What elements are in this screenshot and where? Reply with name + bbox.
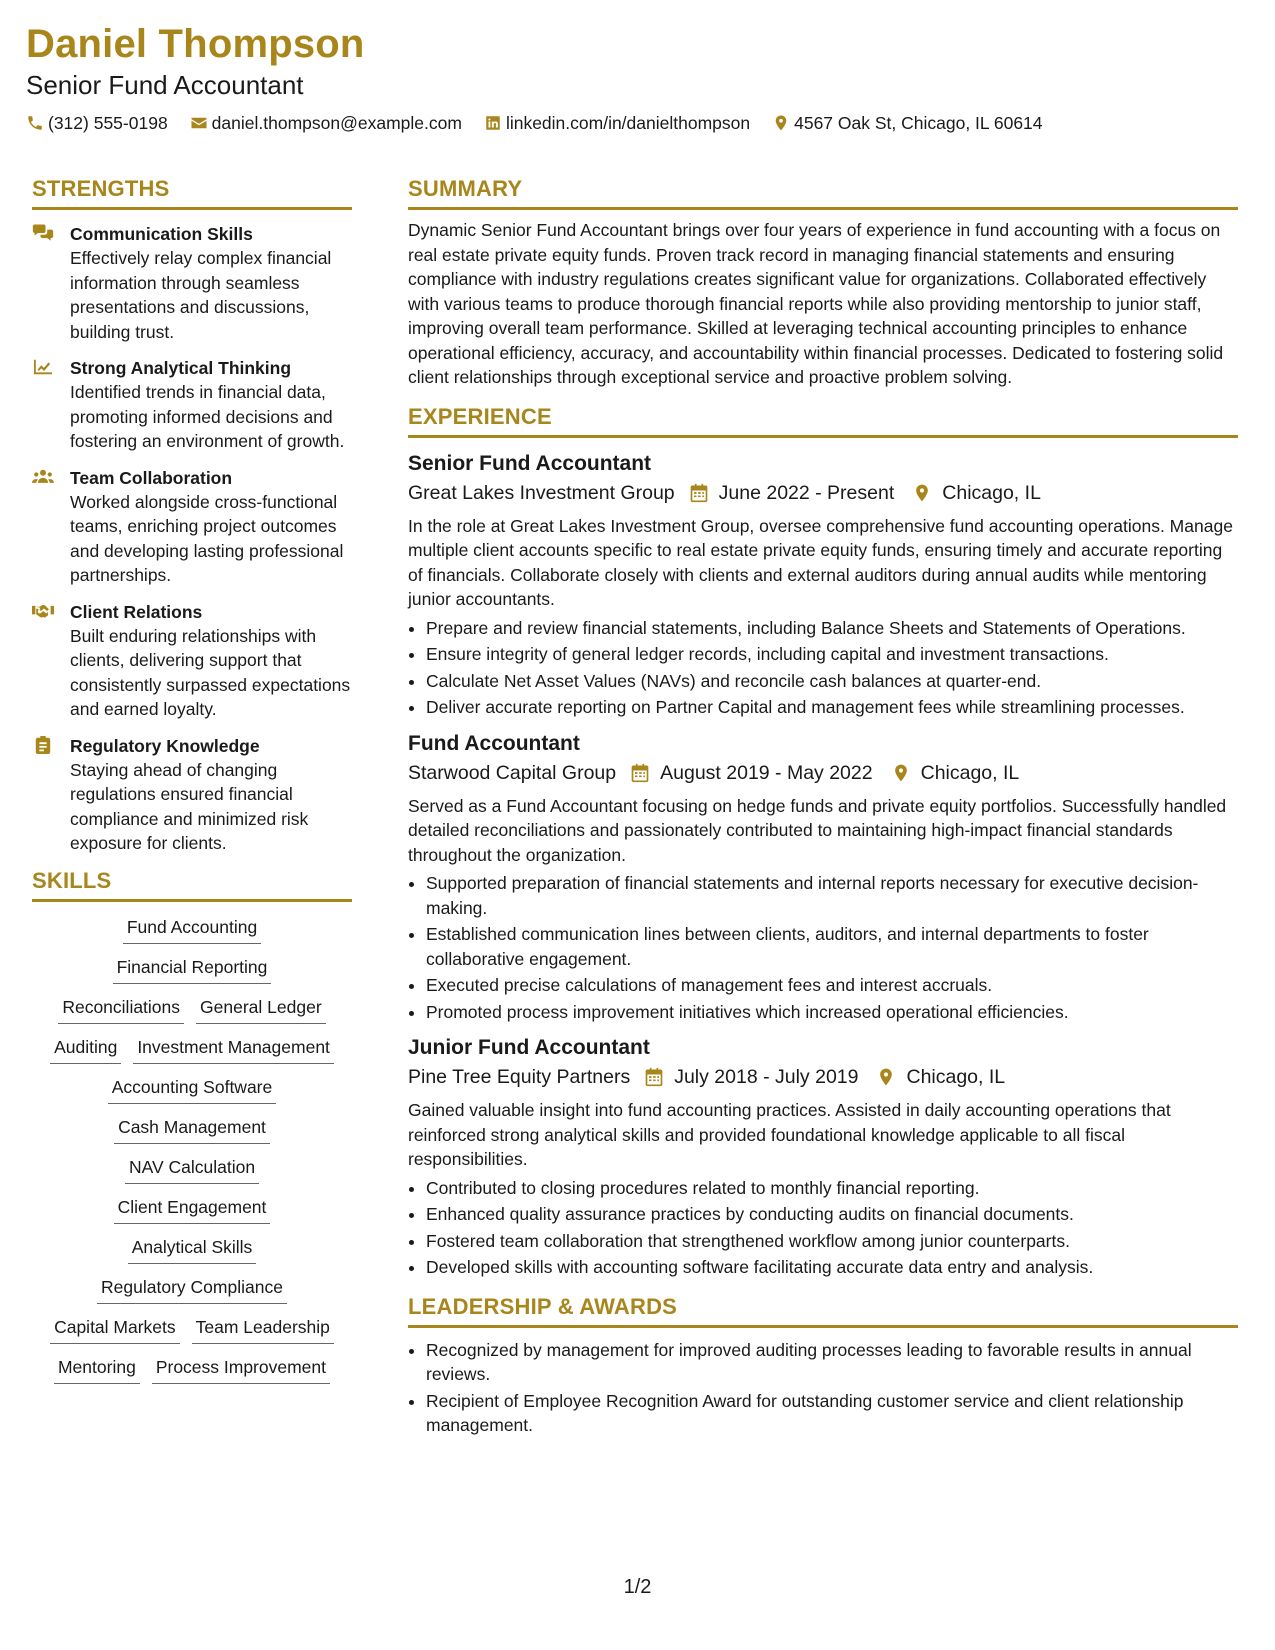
contact-linkedin[interactable] — [484, 112, 750, 134]
users-icon — [32, 468, 54, 486]
envelope-icon — [190, 114, 208, 132]
map-pin-icon — [912, 483, 932, 503]
job-company: Pine Tree Equity Partners — [408, 1066, 631, 1088]
strength-title: Strong Analytical Thinking — [70, 358, 292, 378]
job-entry — [408, 1034, 1238, 1280]
job-bullet: • Promoted process improvement initiatives which increased operational efficiencies. — [426, 1000, 1238, 1025]
left-column — [32, 176, 352, 1394]
calendar-icon — [689, 483, 709, 503]
contact-bar — [26, 112, 1065, 134]
skill-tag: Investment Management — [133, 1034, 334, 1064]
contact-address — [772, 112, 1042, 134]
candidate-name: Daniel Thompson — [26, 22, 365, 66]
comments-icon — [32, 224, 54, 242]
job-description: Served as a Fund Accountant focusing on hedge funds and private equity portfolios. Successfully handled detailed reconciliations and passionately contributed to maintaining high-impact financial standards throughout the organization. — [408, 795, 1227, 865]
skill-tag: Client Engagement — [114, 1194, 271, 1224]
skill-tag: NAV Calculation — [125, 1154, 259, 1184]
awards-list — [408, 1338, 1238, 1438]
page-number: 1/2 — [623, 1576, 652, 1598]
skill-row — [44, 1314, 340, 1344]
strength-desc: Built enduring relationships with clients, delivering support that consistently surpassed expectations and earned loyalty. — [70, 625, 351, 719]
strength-item — [32, 222, 352, 344]
job-bullet: • Executed precise calculations of management fees and interest accruals. — [426, 973, 1238, 998]
strength-title: Communication Skills — [70, 224, 253, 244]
calendar-icon — [630, 763, 650, 783]
right-column — [408, 176, 1238, 1440]
linkedin-icon — [484, 114, 502, 132]
job-meta — [408, 758, 1238, 788]
skill-tag: Reconciliations — [58, 994, 184, 1024]
award-item: • Recognized by management for improved auditing processes leading to favorable results in annual reviews. — [426, 1338, 1238, 1387]
skill-row — [48, 1354, 336, 1384]
contact-email[interactable] — [190, 112, 462, 134]
experience-heading: EXPERIENCE — [408, 404, 1238, 438]
strength-item — [32, 600, 352, 722]
phone-icon — [26, 114, 44, 132]
skill-row — [102, 1074, 283, 1104]
summary-heading: SUMMARY — [408, 176, 1238, 210]
handshake-icon — [32, 602, 54, 620]
job-location: Chicago, IL — [906, 1066, 1006, 1088]
strength-title: Client Relations — [70, 601, 203, 622]
skill-tag: Capital Markets — [50, 1314, 180, 1344]
job-company: Starwood Capital Group — [408, 761, 617, 784]
strength-item — [32, 356, 352, 454]
skill-tag: Auditing — [50, 1034, 121, 1064]
job-location: Chicago, IL — [920, 761, 1020, 784]
skill-row — [91, 1274, 293, 1304]
map-pin-icon — [891, 763, 911, 783]
job-title: Junior Fund Accountant — [408, 1036, 650, 1059]
strength-item — [32, 734, 352, 856]
linkedin-link[interactable]: linkedin.com/in/danielthompson — [505, 113, 751, 133]
job-meta — [408, 1062, 1238, 1092]
job-bullets — [408, 1176, 1238, 1280]
job-dates: August 2019 - May 2022 — [660, 761, 873, 784]
awards-heading: LEADERSHIP & AWARDS — [408, 1294, 1238, 1328]
job-entry — [408, 730, 1238, 1025]
candidate-title: Senior Fund Accountant — [26, 70, 304, 100]
clipboard-icon — [32, 736, 54, 754]
skill-tag: Process Improvement — [152, 1354, 330, 1384]
skill-row — [119, 1154, 265, 1184]
skill-row — [52, 994, 331, 1024]
skill-tag: Analytical Skills — [128, 1234, 257, 1264]
job-bullets — [408, 871, 1238, 1024]
map-pin-icon — [876, 1067, 896, 1087]
strength-desc: Identified trends in financial data, promoting informed decisions and fostering an environment of growth. — [70, 382, 345, 451]
email-link[interactable]: daniel.thompson@example.com — [211, 113, 462, 133]
skill-tag: Financial Reporting — [113, 954, 272, 984]
job-bullet: • Enhanced quality assurance practices by conducting audits on financial documents. — [426, 1202, 1238, 1227]
skills-list — [32, 914, 352, 1394]
job-bullet: • Contributed to closing procedures related to monthly financial reporting. — [426, 1176, 1238, 1201]
resume-header — [26, 20, 1065, 134]
award-item: • Recipient of Employee Recognition Award for outstanding customer service and client relationship management. — [426, 1389, 1238, 1438]
strengths-heading: STRENGTHS — [32, 176, 352, 210]
job-bullet: • Ensure integrity of general ledger records, including capital and investment transactions. — [426, 642, 1238, 667]
calendar-icon — [644, 1067, 664, 1087]
job-bullets — [408, 616, 1238, 720]
phone-text: (312) 555-0198 — [48, 113, 168, 133]
job-bullet: • Calculate Net Asset Values (NAVs) and reconcile cash balances at quarter-end. — [426, 669, 1238, 694]
skill-tag: General Ledger — [196, 994, 326, 1024]
skill-tag: Mentoring — [54, 1354, 140, 1384]
job-title: Fund Accountant — [408, 731, 580, 755]
skill-row — [107, 954, 278, 984]
map-pin-icon — [772, 114, 790, 132]
contact-phone — [26, 112, 168, 134]
summary-text: Dynamic Senior Fund Accountant brings over four years of experience in fund accounting with a focus on real estate private equity funds. Proven track record in managing financial statements and ensuring compliance with industry regulations creates significant value for organizations. Collaborated effectively with various teams to produce thorough financial reports while also providing mentorship to junior staff, improving overall team performance. Skilled at leveraging technical accounting principles to enhance operational efficiency, accuracy, and accountability within financial processes. Dedicated to fostering solid client relationships through exceptional service and proactive problem solving. — [408, 220, 1224, 387]
strength-item — [32, 466, 352, 588]
job-bullet: • Prepare and review financial statements, including Balance Sheets and Statements of Operations. — [426, 616, 1238, 641]
skill-tag: Regulatory Compliance — [97, 1274, 287, 1304]
job-location: Chicago, IL — [942, 481, 1041, 504]
strength-desc: Staying ahead of changing regulations ensured financial compliance and minimized risk exposure for clients. — [70, 759, 309, 853]
skill-tag: Team Leadership — [192, 1314, 334, 1344]
skill-tag: Cash Management — [114, 1114, 270, 1144]
skill-row — [108, 1194, 277, 1224]
job-bullet: • Developed skills with accounting software facilitating accurate data entry and analysis. — [426, 1255, 1238, 1280]
job-entry — [408, 450, 1238, 720]
job-bullet: • Deliver accurate reporting on Partner Capital and management fees while streamlining processes. — [426, 695, 1238, 720]
job-meta — [408, 478, 1238, 508]
strength-desc: Effectively relay complex financial information through seamless presentations and discussions, building trust. — [70, 248, 332, 342]
strength-title: Regulatory Knowledge — [70, 735, 260, 756]
skill-tag: Accounting Software — [108, 1074, 277, 1104]
job-company: Great Lakes Investment Group — [408, 481, 675, 504]
job-title: Senior Fund Accountant — [408, 451, 652, 475]
skill-tag: Fund Accounting — [123, 914, 261, 944]
job-description: Gained valuable insight into fund accounting practices. Assisted in daily accounting operations that reinforced strong analytical skills and provided foundational knowledge applicable to all fiscal responsibilities. — [408, 1100, 1171, 1169]
job-dates: July 2018 - July 2019 — [674, 1066, 859, 1088]
job-dates: June 2022 - Present — [718, 481, 895, 504]
skill-row — [117, 914, 267, 944]
strength-desc: Worked alongside cross-functional teams, enriching project outcomes and developing lasting professional partnerships. — [70, 491, 344, 585]
chart-line-icon — [32, 358, 54, 376]
address-text: 4567 Oak St, Chicago, IL 60614 — [794, 113, 1043, 133]
skills-heading: SKILLS — [32, 868, 352, 902]
skill-row — [108, 1114, 276, 1144]
job-bullet: • Supported preparation of financial statements and internal reports necessary for executive decision-making. — [426, 871, 1238, 920]
job-bullet: • Established communication lines between clients, auditors, and internal departments to foster collaborative engagement. — [426, 922, 1238, 971]
job-description: In the role at Great Lakes Investment Group, oversee comprehensive fund accounting operations. Manage multiple client accounts specific to real estate private equity funds, ensuring timely and accurate reporting of financials. Collaborate closely with clients and external auditors during annual audits while mentoring junior accountants. — [408, 515, 1233, 609]
strength-title: Team Collaboration — [70, 467, 233, 488]
job-bullet: • Fostered team collaboration that strengthened workflow among junior counterparts. — [426, 1229, 1238, 1254]
skill-row — [122, 1234, 263, 1264]
skill-row — [44, 1034, 340, 1064]
